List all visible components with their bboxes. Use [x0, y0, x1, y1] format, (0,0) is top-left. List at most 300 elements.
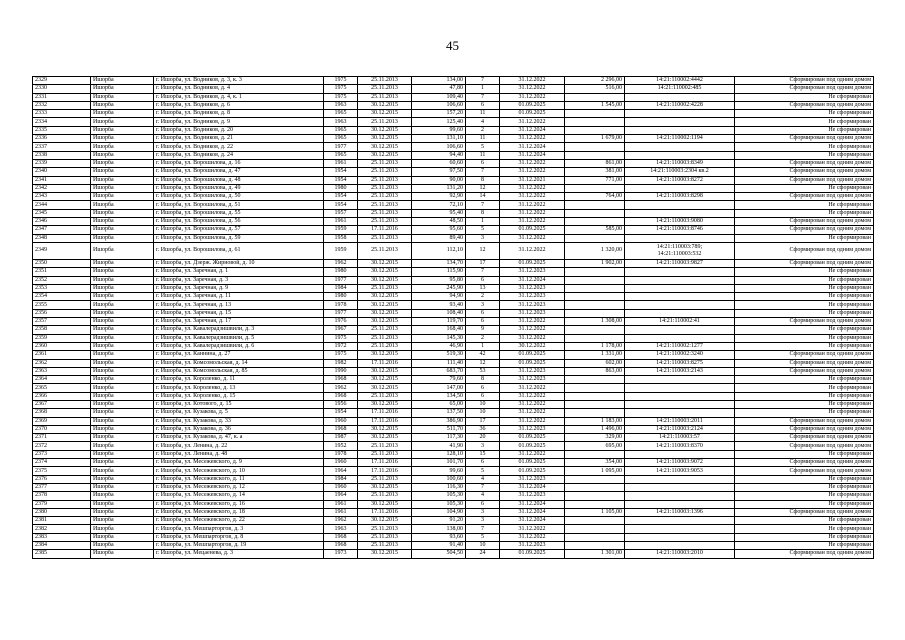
- cell-row-number: 2347: [33, 226, 91, 234]
- cell-settlement: Ишорба: [91, 309, 154, 317]
- table-row: [33, 326, 874, 334]
- cell-address: г. Ишорба, ул. Водников, д. 6: [154, 101, 324, 109]
- cell-land-status: Не сформирован: [735, 143, 874, 151]
- cell-land-status: Сформирован под одним домом: [735, 508, 874, 516]
- cell-survey-date: 30.12.2015: [358, 517, 412, 525]
- cell-land-status: Не сформирован: [735, 209, 874, 217]
- cell-residents: 11: [466, 151, 500, 159]
- cell-area: 95,40: [412, 209, 466, 217]
- cell-land-area: [565, 525, 625, 533]
- cell-deadline: 01.09.2025: [500, 351, 565, 359]
- cell-survey-date: 30.12.2015: [358, 500, 412, 508]
- cell-address: г. Ишорба, ул. Каннина, д. 27: [154, 351, 324, 359]
- cell-land-status: Сформирован под одним домом: [735, 176, 874, 184]
- table-row: [33, 342, 874, 350]
- cell-address: г. Ишорба, ул. Ворошилова, д. 48: [154, 176, 324, 184]
- cell-area: 94,40: [412, 151, 466, 159]
- cell-land-status: Не сформирован: [735, 376, 874, 384]
- cell-land-area: 695,00: [565, 442, 625, 450]
- cell-cadastral-number: [625, 93, 735, 101]
- cell-area: 91,40: [412, 542, 466, 550]
- cell-land-status: Сформирован под одним домом: [735, 467, 874, 475]
- cell-land-status: Не сформирован: [735, 309, 874, 317]
- cell-build-year: 1977: [324, 143, 358, 151]
- cell-cadastral-number: [625, 334, 735, 342]
- cell-land-status: Не сформирован: [735, 110, 874, 118]
- table-row: [33, 384, 874, 392]
- cell-row-number: 2348: [33, 234, 91, 242]
- cell-cadastral-number: [625, 201, 735, 209]
- cell-settlement: Ишорба: [91, 326, 154, 334]
- cell-residents: 7: [466, 77, 500, 85]
- cell-address: г. Ишорба, ул. Водников, д. 24: [154, 151, 324, 159]
- cell-settlement: Ишорба: [91, 168, 154, 176]
- cell-row-number: 2363: [33, 367, 91, 375]
- table-row: [33, 459, 874, 467]
- cell-land-status: Не сформирован: [735, 126, 874, 134]
- cell-survey-date: 17.11.2016: [358, 359, 412, 367]
- cell-address: г. Ишорба, ул. Короленко, д. 15: [154, 392, 324, 400]
- cell-row-number: 2378: [33, 492, 91, 500]
- table-row: [33, 434, 874, 442]
- table-row: [33, 309, 874, 317]
- cell-row-number: 2370: [33, 425, 91, 433]
- cell-area: 147,00: [412, 384, 466, 392]
- cell-build-year: 1978: [324, 450, 358, 458]
- cell-address: г. Ишорба, ул. Мецаенева, д. 3: [154, 550, 324, 558]
- cell-cadastral-number: 14:21:110002:485: [625, 85, 735, 93]
- cell-land-area: 1 308,00: [565, 318, 625, 326]
- cell-deadline: 31.12.2022: [500, 193, 565, 201]
- cell-residents: 7: [466, 268, 500, 276]
- cell-settlement: Ишорба: [91, 475, 154, 483]
- cell-area: 106,60: [412, 101, 466, 109]
- cell-build-year: 1975: [324, 85, 358, 93]
- cell-survey-date: 17.11.2016: [358, 409, 412, 417]
- cell-row-number: 2330: [33, 85, 91, 93]
- cell-settlement: Ишорба: [91, 176, 154, 184]
- cell-deadline: 31.12.2022: [500, 400, 565, 408]
- cell-area: 108,40: [412, 309, 466, 317]
- cell-cadastral-number: 14:21:110003:8746: [625, 226, 735, 234]
- cell-residents: 3: [466, 301, 500, 309]
- cell-land-status: Не сформирован: [735, 326, 874, 334]
- cell-deadline: 01.09.2025: [500, 259, 565, 267]
- cell-survey-date: 25.11.2013: [358, 218, 412, 226]
- cell-land-area: [565, 209, 625, 217]
- cell-land-area: [565, 309, 625, 317]
- cell-build-year: 1958: [324, 234, 358, 242]
- cell-settlement: Ишорба: [91, 201, 154, 209]
- cell-build-year: 1977: [324, 276, 358, 284]
- table-row: [33, 168, 874, 176]
- cell-settlement: Ишорба: [91, 450, 154, 458]
- cell-settlement: Ишорба: [91, 417, 154, 425]
- cell-cadastral-number: [625, 517, 735, 525]
- cell-cadastral-number: [625, 309, 735, 317]
- cell-deadline: 31.12.2024: [500, 517, 565, 525]
- cell-land-status: Сформирован под одним домом: [735, 459, 874, 467]
- cell-build-year: 1962: [324, 259, 358, 267]
- cell-deadline: 31.12.2024: [500, 143, 565, 151]
- table-row: [33, 126, 874, 134]
- cell-row-number: 2345: [33, 209, 91, 217]
- table-row: [33, 93, 874, 101]
- table-row: [33, 517, 874, 525]
- table-body: [33, 77, 874, 559]
- cell-survey-date: 17.11.2016: [358, 467, 412, 475]
- cell-land-status: Сформирован под одним домом: [735, 550, 874, 558]
- cell-row-number: 2334: [33, 118, 91, 126]
- cell-land-status: Сформирован под одним домом: [735, 259, 874, 267]
- cell-address: г. Ишорба, ул. Заречная, д. 15: [154, 309, 324, 317]
- cell-area: 105,30: [412, 492, 466, 500]
- cell-land-area: [565, 334, 625, 342]
- table-row: [33, 400, 874, 408]
- cell-residents: 7: [466, 201, 500, 209]
- cell-land-area: [565, 384, 625, 392]
- cell-residents: 6: [466, 392, 500, 400]
- cell-area: 519,30: [412, 351, 466, 359]
- table-row: [33, 110, 874, 118]
- cell-address: г. Ишорба, ул. Месежевского, д. 16: [154, 500, 324, 508]
- cell-row-number: 2371: [33, 434, 91, 442]
- cell-settlement: Ишорба: [91, 500, 154, 508]
- cell-residents: 5: [466, 467, 500, 475]
- cell-deadline: 31.12.2023: [500, 425, 565, 433]
- cell-settlement: Ишорба: [91, 550, 154, 558]
- cell-settlement: Ишорба: [91, 392, 154, 400]
- cell-area: 511,70: [412, 425, 466, 433]
- cell-address: г. Ишорба, ул. Кузакова, д. 36: [154, 425, 324, 433]
- cell-survey-date: 25.11.2013: [358, 442, 412, 450]
- table-row: [33, 284, 874, 292]
- cell-row-number: 2385: [33, 550, 91, 558]
- cell-settlement: Ишорба: [91, 193, 154, 201]
- cell-settlement: Ишорба: [91, 93, 154, 101]
- cell-address: г. Ишорба, ул. Водников, д. 8: [154, 110, 324, 118]
- cell-build-year: 1954: [324, 193, 358, 201]
- cell-row-number: 2351: [33, 268, 91, 276]
- cell-address: г. Ишорба, ул. Мешпарторгов, д. 3: [154, 525, 324, 533]
- cell-deadline: 31.12.2023: [500, 284, 565, 292]
- table-row: [33, 276, 874, 284]
- cell-row-number: 2346: [33, 218, 91, 226]
- cell-area: 104,90: [412, 508, 466, 516]
- cell-residents: 13: [466, 284, 500, 292]
- cell-area: 683,70: [412, 367, 466, 375]
- cell-land-area: [565, 184, 625, 192]
- cell-survey-date: 30.12.2015: [358, 425, 412, 433]
- cell-residents: 17: [466, 417, 500, 425]
- cell-deadline: 31.12.2022: [500, 334, 565, 342]
- cell-deadline: 31.12.2023: [500, 268, 565, 276]
- cell-address: г. Ишорба, ул. Короленко, д. 13: [154, 384, 324, 392]
- cell-residents: 6: [466, 159, 500, 167]
- table-row: [33, 533, 874, 541]
- table-row: [33, 259, 874, 267]
- cell-land-area: [565, 151, 625, 159]
- cell-residents: 8: [466, 176, 500, 184]
- cell-cadastral-number: [625, 525, 735, 533]
- cell-land-area: 1 902,00: [565, 259, 625, 267]
- cell-land-status: Не сформирован: [735, 475, 874, 483]
- cell-land-area: 1 301,00: [565, 550, 625, 558]
- cell-address: г. Ишорба, ул. Водников, д. 21: [154, 135, 324, 143]
- cell-deadline: 31.12.2022: [500, 417, 565, 425]
- cell-residents: 9: [466, 326, 500, 334]
- cell-settlement: Ишорба: [91, 525, 154, 533]
- cell-survey-date: 30.12.2015: [358, 309, 412, 317]
- cell-address: г. Ишорба, ул. Кавалерадзишвили, д. 3: [154, 326, 324, 334]
- cell-residents: 10: [466, 542, 500, 550]
- table-row: [33, 492, 874, 500]
- cell-residents: 1: [466, 85, 500, 93]
- cell-cadastral-number: [625, 384, 735, 392]
- cell-build-year: 1965: [324, 110, 358, 118]
- cell-build-year: 1977: [324, 309, 358, 317]
- cell-deadline: 31.12.2022: [500, 326, 565, 334]
- cell-land-status: Не сформирован: [735, 293, 874, 301]
- cell-cadastral-number: [625, 209, 735, 217]
- cell-survey-date: 25.11.2013: [358, 533, 412, 541]
- cell-address: г. Ишорба, ул. Месежевского, д. 11: [154, 475, 324, 483]
- cell-land-status: Не сформирован: [735, 409, 874, 417]
- cell-deadline: 31.12.2022: [500, 409, 565, 417]
- table-row: [33, 101, 874, 109]
- cell-land-area: [565, 492, 625, 500]
- cell-row-number: 2332: [33, 101, 91, 109]
- cell-cadastral-number: [625, 234, 735, 242]
- cell-deadline: 01.09.2025: [500, 467, 565, 475]
- cell-area: 100,60: [412, 475, 466, 483]
- cell-area: 65,00: [412, 400, 466, 408]
- cell-land-area: [565, 542, 625, 550]
- cell-address: г. Ишорба, ул. Заречная, д. 3: [154, 276, 324, 284]
- cell-deadline: 01.09.2025: [500, 101, 565, 109]
- cell-area: 93,40: [412, 301, 466, 309]
- cell-address: г. Ишорба, ул. Ворошилова, д. 61: [154, 242, 324, 259]
- cell-survey-date: 30.12.2015: [358, 268, 412, 276]
- cell-deadline: 31.12.2022: [500, 450, 565, 458]
- cell-land-status: Не сформирован: [735, 118, 874, 126]
- cell-land-area: [565, 143, 625, 151]
- cell-area: 105,30: [412, 500, 466, 508]
- cell-deadline: 31.12.2022: [500, 209, 565, 217]
- cell-survey-date: 25.11.2013: [358, 326, 412, 334]
- cell-settlement: Ишорба: [91, 376, 154, 384]
- cell-land-area: 1 105,00: [565, 508, 625, 516]
- cell-survey-date: 30.12.2015: [358, 318, 412, 326]
- cell-deadline: 01.09.2025: [500, 226, 565, 234]
- cell-address: г. Ишорба, ул. Заречная, д. 17: [154, 318, 324, 326]
- cell-cadastral-number: 14:21:110003:2124: [625, 425, 735, 433]
- cell-address: г. Ишорба, ул. Ворошилова, д. 55: [154, 209, 324, 217]
- cell-row-number: 2375: [33, 467, 91, 475]
- table-row: [33, 201, 874, 209]
- cell-land-area: 1 178,00: [565, 342, 625, 350]
- cell-area: 134,70: [412, 259, 466, 267]
- cell-address: г. Ишорба, ул. Месежевского, д. 22: [154, 517, 324, 525]
- cell-deadline: 31.12.2022: [500, 234, 565, 242]
- cell-build-year: 1959: [324, 242, 358, 259]
- cell-cadastral-number: [625, 492, 735, 500]
- cell-survey-date: 25.11.2013: [358, 392, 412, 400]
- cell-residents: 11: [466, 110, 500, 118]
- cell-area: 157,20: [412, 110, 466, 118]
- cell-settlement: Ишорба: [91, 400, 154, 408]
- cell-build-year: 1968: [324, 542, 358, 550]
- cell-row-number: 2366: [33, 392, 91, 400]
- table-row: [33, 442, 874, 450]
- cell-deadline: 31.12.2022: [500, 525, 565, 533]
- cell-residents: 6: [466, 318, 500, 326]
- cell-survey-date: 25.11.2013: [358, 193, 412, 201]
- cell-deadline: 31.12.2024: [500, 126, 565, 134]
- cell-deadline: 31.12.2022: [500, 201, 565, 209]
- cell-address: г. Ишорба, ул. Заречная, д. 9: [154, 284, 324, 292]
- cell-settlement: Ишорба: [91, 126, 154, 134]
- cell-cadastral-number: [625, 268, 735, 276]
- cell-residents: 4: [466, 492, 500, 500]
- cell-area: 128,10: [412, 450, 466, 458]
- cell-residents: 36: [466, 425, 500, 433]
- cell-cadastral-number: 14:21:110003:9053: [625, 467, 735, 475]
- cell-settlement: Ишорба: [91, 334, 154, 342]
- cell-build-year: 1965: [324, 135, 358, 143]
- cell-cadastral-number: [625, 126, 735, 134]
- cell-row-number: 2373: [33, 450, 91, 458]
- cell-area: 117,30: [412, 434, 466, 442]
- cell-area: 95,60: [412, 226, 466, 234]
- cell-build-year: 1968: [324, 425, 358, 433]
- cell-area: 386,90: [412, 417, 466, 425]
- cell-cadastral-number: [625, 500, 735, 508]
- table-row: [33, 176, 874, 184]
- cell-land-status: Не сформирован: [735, 201, 874, 209]
- cell-row-number: 2377: [33, 483, 91, 491]
- cell-cadastral-number: [625, 143, 735, 151]
- cell-build-year: 1973: [324, 550, 358, 558]
- cell-cadastral-number: [625, 184, 735, 192]
- cell-address: г. Ишорба, ул. Водников, д. 22: [154, 143, 324, 151]
- cell-build-year: 1984: [324, 284, 358, 292]
- cell-residents: 7: [466, 483, 500, 491]
- cell-land-area: 329,00: [565, 434, 625, 442]
- cell-survey-date: 30.12.2015: [358, 135, 412, 143]
- cell-build-year: 1975: [324, 77, 358, 85]
- cell-residents: 15: [466, 450, 500, 458]
- table-row: [33, 159, 874, 167]
- cell-cadastral-number: 14:21:110003:9827: [625, 259, 735, 267]
- cell-survey-date: 30.12.2015: [358, 126, 412, 134]
- cell-address: г. Ишорба, ул. Котового, д. 15: [154, 400, 324, 408]
- cell-residents: 1: [466, 218, 500, 226]
- cell-land-area: [565, 475, 625, 483]
- cell-land-area: [565, 409, 625, 417]
- cell-land-status: Не сформирован: [735, 284, 874, 292]
- cell-row-number: 2361: [33, 351, 91, 359]
- cell-build-year: 1957: [324, 209, 358, 217]
- cell-row-number: 2364: [33, 376, 91, 384]
- cell-area: 60,60: [412, 159, 466, 167]
- cell-land-area: [565, 201, 625, 209]
- cell-row-number: 2369: [33, 417, 91, 425]
- cell-land-area: [565, 326, 625, 334]
- table-row: [33, 184, 874, 192]
- cell-build-year: 1980: [324, 184, 358, 192]
- cell-build-year: 1984: [324, 475, 358, 483]
- cell-land-status: Не сформирован: [735, 525, 874, 533]
- cell-land-area: 1 320,00: [565, 242, 625, 259]
- cell-residents: 3: [466, 517, 500, 525]
- cell-settlement: Ишорба: [91, 508, 154, 516]
- cell-residents: 12: [466, 242, 500, 259]
- cell-address: г. Ишорба, ул. Ворошилова, д. 47: [154, 168, 324, 176]
- cell-address: г. Ишорба, ул. Водников, д. 9: [154, 118, 324, 126]
- housing-registry-table: [32, 76, 874, 559]
- cell-row-number: 2337: [33, 143, 91, 151]
- cell-land-status: Не сформирован: [735, 500, 874, 508]
- cell-settlement: Ишорба: [91, 234, 154, 242]
- cell-address: г. Ишорба, ул. Ворошилова, д. 50: [154, 193, 324, 201]
- cell-land-area: [565, 450, 625, 458]
- cell-land-area: [565, 276, 625, 284]
- cell-row-number: 2359: [33, 334, 91, 342]
- cell-deadline: 31.12.2023: [500, 376, 565, 384]
- cell-address: г. Ишорба, ул. Заречная, д. 1: [154, 268, 324, 276]
- cell-area: 115,90: [412, 268, 466, 276]
- cell-deadline: 31.12.2022: [500, 118, 565, 126]
- cell-survey-date: 25.11.2013: [358, 234, 412, 242]
- cell-deadline: 31.12.2024: [500, 508, 565, 516]
- cell-land-status: Сформирован под одним домом: [735, 77, 874, 85]
- cell-land-status: Сформирован под одним домом: [735, 135, 874, 143]
- cell-area: 112,10: [412, 242, 466, 259]
- cell-survey-date: 30.12.2015: [358, 434, 412, 442]
- cell-survey-date: 30.12.2015: [358, 276, 412, 284]
- cell-build-year: 1952: [324, 442, 358, 450]
- table-row: [33, 242, 874, 259]
- cell-address: г. Ишорба, ул. Месежевского, д. 9: [154, 459, 324, 467]
- cell-cadastral-number: [625, 151, 735, 159]
- table-row: [33, 234, 874, 242]
- cell-land-status: Сформирован под одним домом: [735, 425, 874, 433]
- table-row: [33, 268, 874, 276]
- cell-cadastral-number: 14:21:110003:2011: [625, 417, 735, 425]
- cell-settlement: Ишорба: [91, 425, 154, 433]
- cell-survey-date: 30.12.2015: [358, 550, 412, 558]
- cell-area: 125,40: [412, 118, 466, 126]
- cell-land-status: Сформирован под одним домом: [735, 101, 874, 109]
- cell-row-number: 2368: [33, 409, 91, 417]
- cell-cadastral-number: 14:21:110003:9072: [625, 459, 735, 467]
- cell-residents: 12: [466, 359, 500, 367]
- cell-row-number: 2349: [33, 242, 91, 259]
- cell-land-status: Сформирован под одним домом: [735, 193, 874, 201]
- cell-row-number: 2355: [33, 301, 91, 309]
- cell-land-status: Не сформирован: [735, 492, 874, 500]
- cell-row-number: 2353: [33, 284, 91, 292]
- cell-address: г. Ишорба, ул. Месежевского, д. 14: [154, 492, 324, 500]
- cell-address: г. Ишорба, ул. Водников, д. 20: [154, 126, 324, 134]
- cell-deadline: 01.09.2025: [500, 550, 565, 558]
- cell-cadastral-number: 14:21:110003:8349: [625, 159, 735, 167]
- cell-land-area: 1 679,00: [565, 135, 625, 143]
- cell-row-number: 2365: [33, 384, 91, 392]
- cell-row-number: 2380: [33, 508, 91, 516]
- cell-build-year: 1961: [324, 218, 358, 226]
